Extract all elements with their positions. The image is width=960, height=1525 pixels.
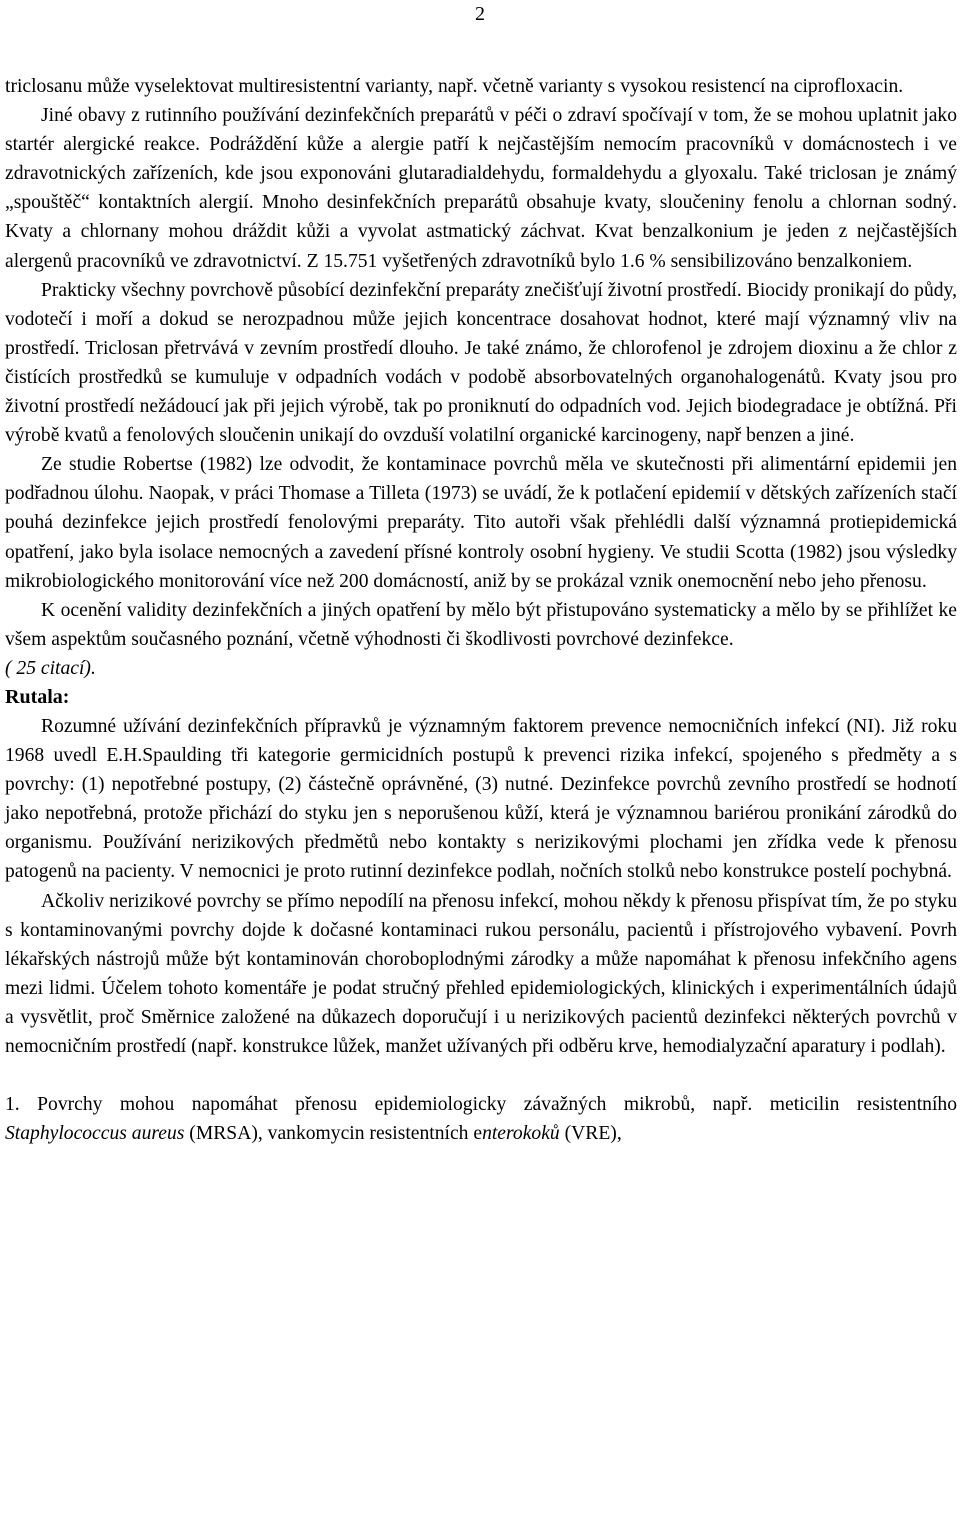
list-item-1-enterococci: nterokoků: [482, 1123, 560, 1145]
list-item-1-text-start: 1. Povrchy mohou napomáhat přenosu epidemiologicky závažných mikrobů, např. meticilin resistentního: [5, 1094, 957, 1116]
list-item-1-text-end: (VRE),: [559, 1123, 622, 1145]
paragraph-validity: K ocenění validity dezinfekčních a jiných opatření by mělo být přistupováno systematicky a mělo by se přihlížet ke všem aspektům současného poznání, včetně výhodnosti či škodlivosti povrchové dezinfekce.: [5, 599, 957, 650]
paragraph-allergy: Jiné obavy z rutinního používání dezinfekčních preparátů v péči o zdraví spočívají v tom, že se mohou uplatnit jako startér alergické reakce. Podráždění kůže a alergie patří k nejčastějším nemocím pracovníků v domácnostech i ve zdravotnických zařízeních, kde jsou exponováni glutaradialdehydu, formaldehydu a glyoxalu. Také triclosan je známý „spouštěč“ kontaktních alergií. Mnoho desinfekčních preparátů obsahuje kvaty, sloučeniny fenolu a chlornan sodný. Kvaty a chlornany mohou dráždit kůži a vyvolat astmatický záchvat. Kvat benzalkonium je jeden z nejčastějších alergenů pracovníků ve zdravotnictví. Z 15.751 vyšetřených zdravotníků bylo 1.6 % sensibilizováno benzalkoniem.: [5, 105, 957, 272]
paragraph-spaulding: Rozumné užívání dezinfekčních přípravků je významným faktorem prevence nemocničních infekcí (NI). Již roku 1968 uvedl E.H.Spaulding tři kategorie germicidních postupů k prevenci rizika infekcí, spojeného s předměty a s povrchy: (1) nepotřebné postupy, (2) částečně oprávněné, (3) nutné. Dezinfekce povrchů zevního prostředí se hodnotí jako nepotřebná, protože přichází do styku jen s neporušenou kůží, která je významnou bariérou pronikání zárodků do organismu. Používání nerizikových předmětů nebo kontakty s nerizikovými plochami jen zřídka vede k přenosu patogenů na pacienty. V nemocnici je proto rutinní dezinfekce podlah, nočních stolků nebo konstrukce postelí pochybná.: [5, 715, 957, 883]
document-body: [5, 72, 957, 1148]
paragraph-studies: Ze studie Robertse (1982) lze odvodit, že kontaminace povrchů měla ve skutečnosti při alimentární epidemii jen podřadnou úlohu. Naopak, v práci Thomase a Tilleta (1973) se uvádí, že k potlačení epidemií v dětských zařízeních stačí pouhá dezinfekce jejich prostředí fenolovými preparáty. Tito autoři však přehlédli další významná protiepidemická opatření, jako byla isolace nemocných a zavedení přísné kontroly osobní hygieny. Ve studii Scotta (1982) jsou výsledky mikrobiologického monitorování více než 200 domácností, aniž by se prokázal vznik onemocnění nebo jeho přenosu.: [5, 454, 957, 592]
citation-count: ( 25 citací).: [5, 657, 96, 679]
paragraph-triclosan-resistance: triclosanu může vyselektovat multiresistentní varianty, např. včetně varianty s vysokou resistencí na ciprofloxacin.: [5, 76, 904, 97]
page-number: 2: [475, 3, 485, 25]
paragraph-environment: Prakticky všechny povrchově působící dezinfekční preparáty znečišťují životní prostředí. Biocidy pronikají do půdy, vodotečí i moří a dokud se nerozpadnou může jejich koncentrace dosahovat hodnot, které mají významný vliv na prostředí. Triclosan přetrvává v zevním prostředí dlouho. Je také známo, že chlorofenol je zdrojem dioxinu a že chlor z čistících prostředků se kumuluje v odpadních vodách v podobě absorbovatelných organohalogenátů. Kvaty jsou pro životní prostředí nežádoucí jak při jejich výrobě, tak po proniknutí do odpadních vod. Jejich biodegradace je obtížná. Při výrobě kvatů a fenolových sloučenin unikají do ovzduší volatilní organické karcinogeny, např benzen a jiné.: [5, 279, 957, 447]
paragraph-list-item-1: [5, 1090, 957, 1148]
list-item-1-species: Staphylococcus aureus: [5, 1123, 185, 1145]
section-heading-rutala: Rutala:: [5, 685, 70, 708]
paragraph-noncritical-surfaces: Ačkoliv nerizikové povrchy se přímo nepodílí na přenosu infekcí, mohou někdy k přenosu přispívat tím, že po styku s kontaminovanými povrchy dojde k dočasné kontaminaci rukou personálu, pacientů i přístrojového vybavení. Povrh lékařských nástrojů může být kontaminován choroboplodnými zárodky a může napomáhat k přenosu infekčního agens mezi lidmi. Účelem tohoto komentáře je podat stručný přehled epidemiologických, klinických i experimentálních údajů a vysvětlit, proč Směrnice založené na důkazech doporučují i u nerizikových pacientů dezinfekci některých povrchů v nemocničním prostředí (např. konstrukce lůžek, manžet užívaných při odběru krve, hemodialyzační aparatury i podlah).: [5, 890, 957, 1057]
list-item-1-text-mid: (MRSA), vankomycin resistentních e: [184, 1123, 483, 1145]
